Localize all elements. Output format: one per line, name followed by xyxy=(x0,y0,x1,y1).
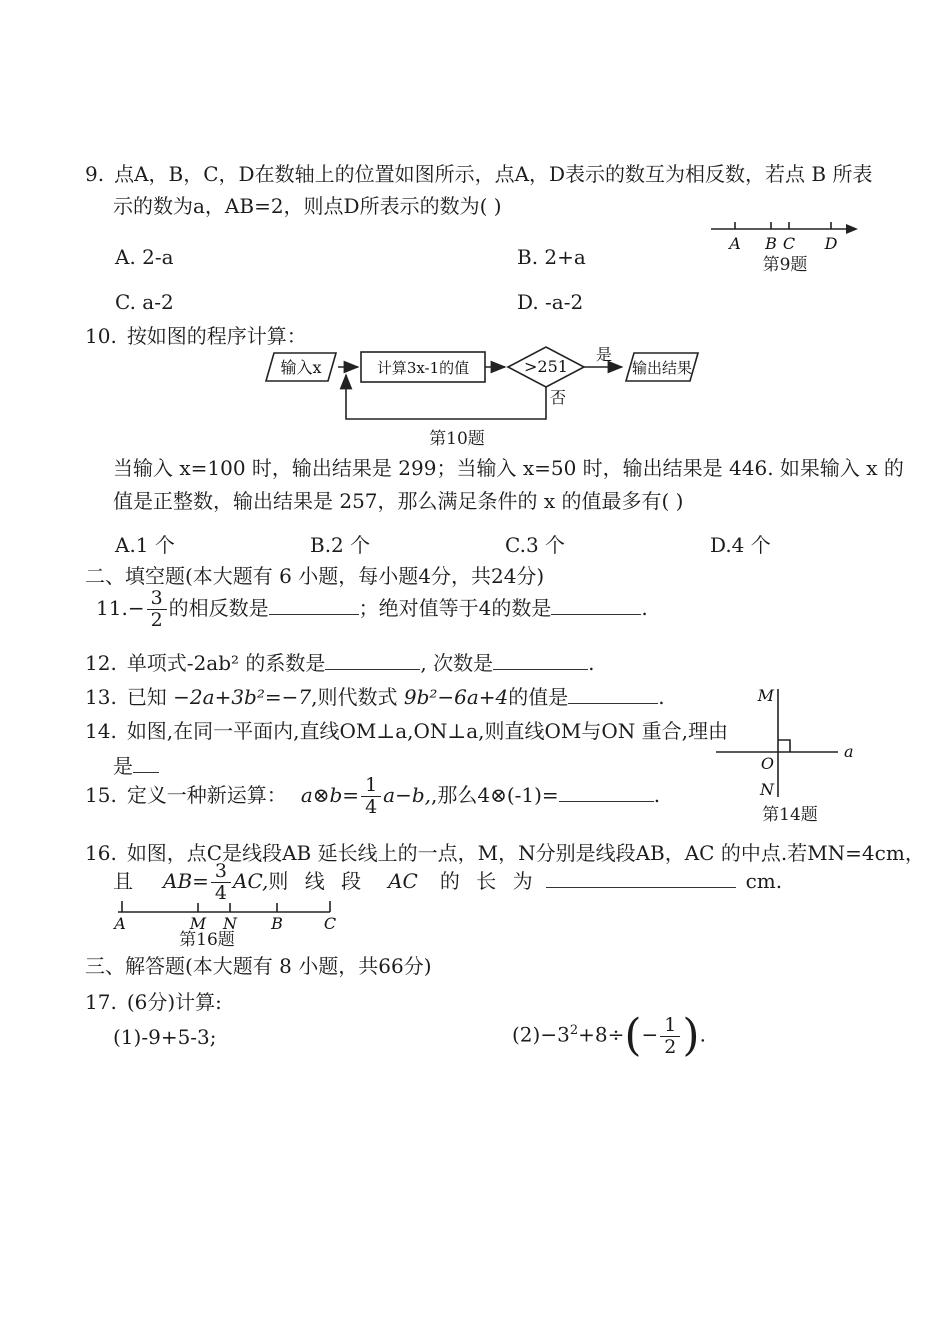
question-12 xyxy=(85,647,594,680)
answer-blank xyxy=(493,650,588,670)
answer-blank xyxy=(546,868,736,888)
flow-process-label: 计算3x-1的值 xyxy=(376,359,470,377)
answer-blank xyxy=(269,595,359,615)
answer-blank xyxy=(325,650,420,670)
q17-part2-period: . xyxy=(699,1022,706,1047)
q15-fraction xyxy=(361,775,381,818)
q9-number: 9. xyxy=(85,162,105,186)
q11-fraction-denominator: 2 xyxy=(150,609,163,631)
q10-flowchart-caption: 第10题 xyxy=(429,429,485,449)
q15-expr2: a−b, xyxy=(383,783,431,807)
q11-period: . xyxy=(641,596,648,620)
q17-part2-left-paren: ( xyxy=(624,1010,642,1062)
q14-perpendicular-figure xyxy=(710,683,870,801)
question-9-line1 xyxy=(85,158,872,191)
flow-yes-label: 是 xyxy=(595,345,613,364)
q9-option-c: C. a-2 xyxy=(115,290,174,314)
q11-text2: ；绝对值等于4的数是 xyxy=(358,596,552,620)
q15-expr1: a⊗b= xyxy=(300,783,360,807)
q9-option-b: B. 2+a xyxy=(517,245,586,269)
q17-part2-right-paren: ) xyxy=(682,1010,700,1062)
seg-label-n: N xyxy=(223,914,237,932)
seg-label-b: B xyxy=(271,914,283,932)
q11-number: 11. xyxy=(96,596,128,620)
q16-ac: AC xyxy=(388,869,418,893)
q17-part2-fraction xyxy=(660,1015,680,1058)
q17-part2-exponent: 2 xyxy=(569,1023,579,1038)
seg-label-m: M xyxy=(189,914,207,932)
q13-math1: −2a+3b²=−7 xyxy=(173,685,312,709)
q16-expr1: AB= xyxy=(163,869,209,893)
q10-intro: 按如图的程序计算： xyxy=(126,324,307,348)
number-line-arrowhead xyxy=(846,224,858,234)
q10-option-b: B.2 个 xyxy=(310,533,371,557)
q11-minus: − xyxy=(127,596,145,620)
label-a: a xyxy=(844,742,854,761)
q13-math2: 9b²−6a+4 xyxy=(403,685,509,709)
q14-text-line2: 是 xyxy=(113,754,133,778)
q12-period: . xyxy=(588,651,595,675)
q16-unit: cm. xyxy=(745,869,783,893)
q9-option-a: A. 2-a xyxy=(115,245,174,269)
answer-blank xyxy=(559,782,654,802)
right-angle-mark xyxy=(778,740,790,752)
question-9-line2 xyxy=(113,190,502,223)
q12-text2: , 次数是 xyxy=(420,651,494,675)
q13-number: 13. xyxy=(85,685,117,709)
q16-expr2: AC, xyxy=(233,869,269,893)
q14-figure-caption: 第14题 xyxy=(762,805,818,825)
q10-flowchart xyxy=(258,343,703,427)
flow-no-label: 否 xyxy=(549,388,567,407)
q9-text-line1: 点A，B，C，D在数轴上的位置如图所示，点A，D表示的数互为相反数，若点 B 所表 xyxy=(114,162,873,186)
q12-text1: 单项式-2ab² 的系数是 xyxy=(126,651,326,675)
q10-option-d: D.4 个 xyxy=(710,533,771,557)
q11-fraction xyxy=(147,588,167,631)
q9-option-d: D. -a-2 xyxy=(517,290,584,314)
question-11 xyxy=(96,583,648,633)
q16-number: 16. xyxy=(85,841,117,865)
q15-fraction-denominator: 4 xyxy=(365,796,378,818)
q15-text1: 定义一种新运算： xyxy=(126,783,287,807)
answer-blank xyxy=(551,595,641,615)
q17-part2-expr-b: +8÷ xyxy=(578,1022,625,1047)
q13-text2: ,则代数式 xyxy=(311,685,398,709)
q10-body-line2: 值是正整数，输出结果是 257，那么满足条件的 x 的值最多有( ) xyxy=(113,489,684,513)
q16-text-line1: 如图，点C是线段AB 延长线上的一点，M，N分别是线段AB，AC 的中点.若MN=4cm， xyxy=(126,841,925,865)
q15-period: . xyxy=(653,783,661,807)
flow-input-label: 输入x xyxy=(280,358,322,377)
q11-fraction-numerator: 3 xyxy=(147,588,167,610)
q17-part2-expr-a: −3 xyxy=(540,1022,570,1047)
point-label-c: C xyxy=(782,234,796,253)
q13-text1: 已知 xyxy=(126,685,167,709)
flow-decision-label: >251 xyxy=(524,357,568,376)
q17-part2-fraction-numerator: 1 xyxy=(660,1015,680,1037)
label-o: O xyxy=(760,754,774,773)
q9-text-line2: 示的数为a，AB=2，则点D所表示的数为( ) xyxy=(113,194,502,218)
seg-label-a: A xyxy=(114,914,126,932)
q10-body-line1: 当输入 x=100 时，输出结果是 299；当输入 x=50 时，输出结果是 446. 如果输入 x 的 xyxy=(113,456,904,480)
q12-number: 12. xyxy=(85,651,117,675)
answer-blank xyxy=(568,684,658,704)
q10-option-c: C.3 个 xyxy=(505,533,566,557)
label-n: N xyxy=(760,780,774,799)
point-label-b: B xyxy=(765,234,777,253)
q15-fraction-numerator: 1 xyxy=(361,775,381,797)
q15-number: 15. xyxy=(85,783,117,807)
q17-number: 17. xyxy=(85,990,117,1014)
flow-output-label: 输出结果 xyxy=(631,359,693,377)
q17-intro: (6分)计算: xyxy=(126,990,222,1014)
q13-text3: 的值是 xyxy=(508,685,569,709)
q17-part2-fraction-denominator: 2 xyxy=(664,1035,677,1058)
q14-text-line1: 如图,在同一平面内,直线OM⊥a,ON⊥a,则直线OM与ON 重合,理由 xyxy=(126,719,728,743)
q9-figure-caption: 第9题 xyxy=(762,255,808,275)
question-17-heading xyxy=(85,986,222,1019)
q16-qie: 且 xyxy=(113,869,133,893)
q16-fraction-numerator: 3 xyxy=(211,861,231,883)
q10-number: 10. xyxy=(85,324,117,348)
q14-number: 14. xyxy=(85,719,117,743)
q10-option-a: A.1 个 xyxy=(115,533,175,557)
q16-text2: 则 线 段 xyxy=(268,869,367,893)
question-14-line1 xyxy=(85,715,728,748)
q13-period: . xyxy=(658,685,665,709)
seg-label-c: C xyxy=(323,914,337,932)
question-13 xyxy=(85,681,665,714)
label-m: M xyxy=(757,686,774,705)
section-2-heading: 二、填空题(本大题有 6 小题，每小题4分，共24分) xyxy=(85,564,545,588)
q16-fraction-denominator: 4 xyxy=(214,882,227,904)
q17-part2 xyxy=(512,1002,706,1064)
q17-part2-label: (2) xyxy=(512,1022,541,1047)
q17-part2-minus: − xyxy=(641,1022,659,1047)
point-label-d: D xyxy=(824,234,838,253)
q16-text3: 的 长 为 xyxy=(439,869,538,893)
q11-text1: 的相反数是 xyxy=(168,596,269,620)
point-label-a: A xyxy=(729,234,741,253)
q15-text2: ,那么4⊗(-1)= xyxy=(431,783,559,807)
q17-part1: (1)-9+5-3; xyxy=(113,1025,217,1049)
question-15 xyxy=(85,770,660,820)
section-3-heading: 三、解答题(本大题有 8 小题，共66分) xyxy=(85,954,432,978)
q16-figure-caption: 第16题 xyxy=(179,930,235,950)
